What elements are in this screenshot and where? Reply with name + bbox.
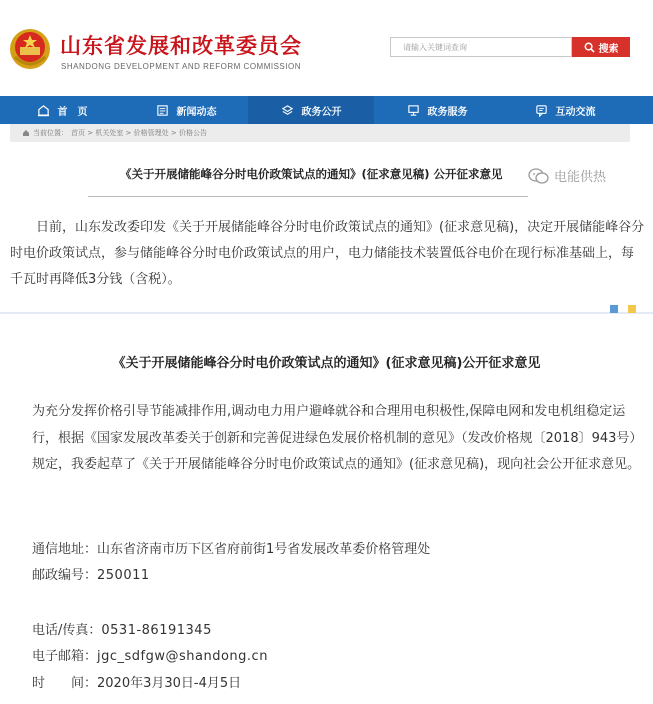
email-line	[32, 645, 268, 664]
article-title: 《关于开展储能峰谷分时电价政策试点的通知》(征求意见稿) 公开征求意见	[120, 167, 503, 181]
watermark-text: 电能供热	[554, 170, 607, 185]
phone-line	[32, 619, 212, 638]
address-value: 山东省济南市历下区省府前街1号省发展改革委价格管理处	[97, 542, 431, 557]
nav-item-home[interactable]	[0, 96, 124, 124]
notice-paragraph: 为充分发挥价格引导节能减排作用,调动电力用户避峰就谷和合理用电积极性,保障电网和发电机组稳定运行，根据《国家发展改革委关于创新和完善促进绿色发展价格机制的意见》（发改价格规〔2018〕943号）规定，我委起草了《关于开展储能峰谷分时电价政策试点的通知》(征求意见稿)，现向社会公开征求意见。	[32, 404, 643, 472]
watermark	[528, 166, 606, 185]
phone-label: 电话/传真：	[32, 623, 102, 638]
chat-icon	[535, 104, 548, 117]
nav-item-gov-service[interactable]	[374, 96, 500, 124]
wechat-icon	[528, 167, 550, 185]
nav-item-interaction[interactable]	[500, 96, 630, 124]
postcode-label: 邮政编号：	[32, 568, 98, 583]
search-input[interactable]: 请输入关键词查询	[390, 37, 572, 57]
nav-item-label: 新闻动态	[176, 106, 217, 118]
divider-square-yellow	[628, 305, 636, 313]
site-subtitle: SHANDONG DEVELOPMENT AND REFORM COMMISSION	[61, 62, 301, 71]
postcode-value: 250011	[97, 568, 150, 583]
time-line	[32, 672, 241, 691]
postcode-line	[32, 564, 150, 583]
time-value: 2020年3月30日-4月5日	[97, 676, 242, 691]
nav-item-label: 政务服务	[427, 106, 468, 118]
section-divider	[0, 312, 653, 314]
breadcrumb-prefix: 当前位置：	[33, 129, 68, 137]
nav-item-label: 首 页	[57, 106, 88, 118]
home-icon	[22, 129, 30, 137]
monitor-icon	[407, 104, 420, 117]
phone-value: 0531-86191345	[101, 623, 212, 638]
site-header	[0, 0, 653, 96]
nav-item-label: 互动交流	[555, 106, 596, 118]
time-label: 时 间：	[32, 676, 98, 691]
article-paragraph: 日前，山东发改委印发《关于开展储能峰谷分时电价政策试点的通知》(征求意见稿)，决定开展储能峰谷分时电价政策试点，参与储能峰谷分时电价政策试点的用户，电力储能技术装置低谷电价在现行标准基础上，每千瓦时再降低3分钱（含税）。	[10, 220, 645, 287]
main-nav	[0, 96, 653, 124]
address-label: 通信地址：	[32, 542, 98, 557]
address-line	[32, 538, 430, 557]
national-emblem-icon	[9, 27, 51, 71]
search-icon	[584, 42, 595, 53]
nav-item-label: 政务公开	[301, 106, 342, 118]
nav-item-news[interactable]	[124, 96, 248, 124]
layers-icon	[281, 104, 294, 117]
email-value[interactable]: jgc_sdfgw@shandong.cn	[97, 649, 268, 664]
news-icon	[156, 104, 169, 117]
email-label: 电子邮箱：	[32, 649, 98, 664]
breadcrumb	[10, 124, 630, 142]
home-icon	[37, 104, 50, 117]
title-underline	[88, 196, 528, 197]
search-button[interactable]	[572, 37, 630, 57]
search-button-label: 搜索	[598, 43, 619, 55]
divider-square-blue	[610, 305, 618, 313]
nav-item-gov-open[interactable]	[248, 96, 374, 124]
notice-title: 《关于开展储能峰谷分时电价政策试点的通知》(征求意见稿)公开征求意见	[112, 356, 541, 371]
site-title[interactable]: 山东省发展和改革委员会	[60, 34, 302, 58]
breadcrumb-path[interactable]: 首页 > 机关处室 > 价格管理处 > 价格公告	[71, 129, 207, 137]
